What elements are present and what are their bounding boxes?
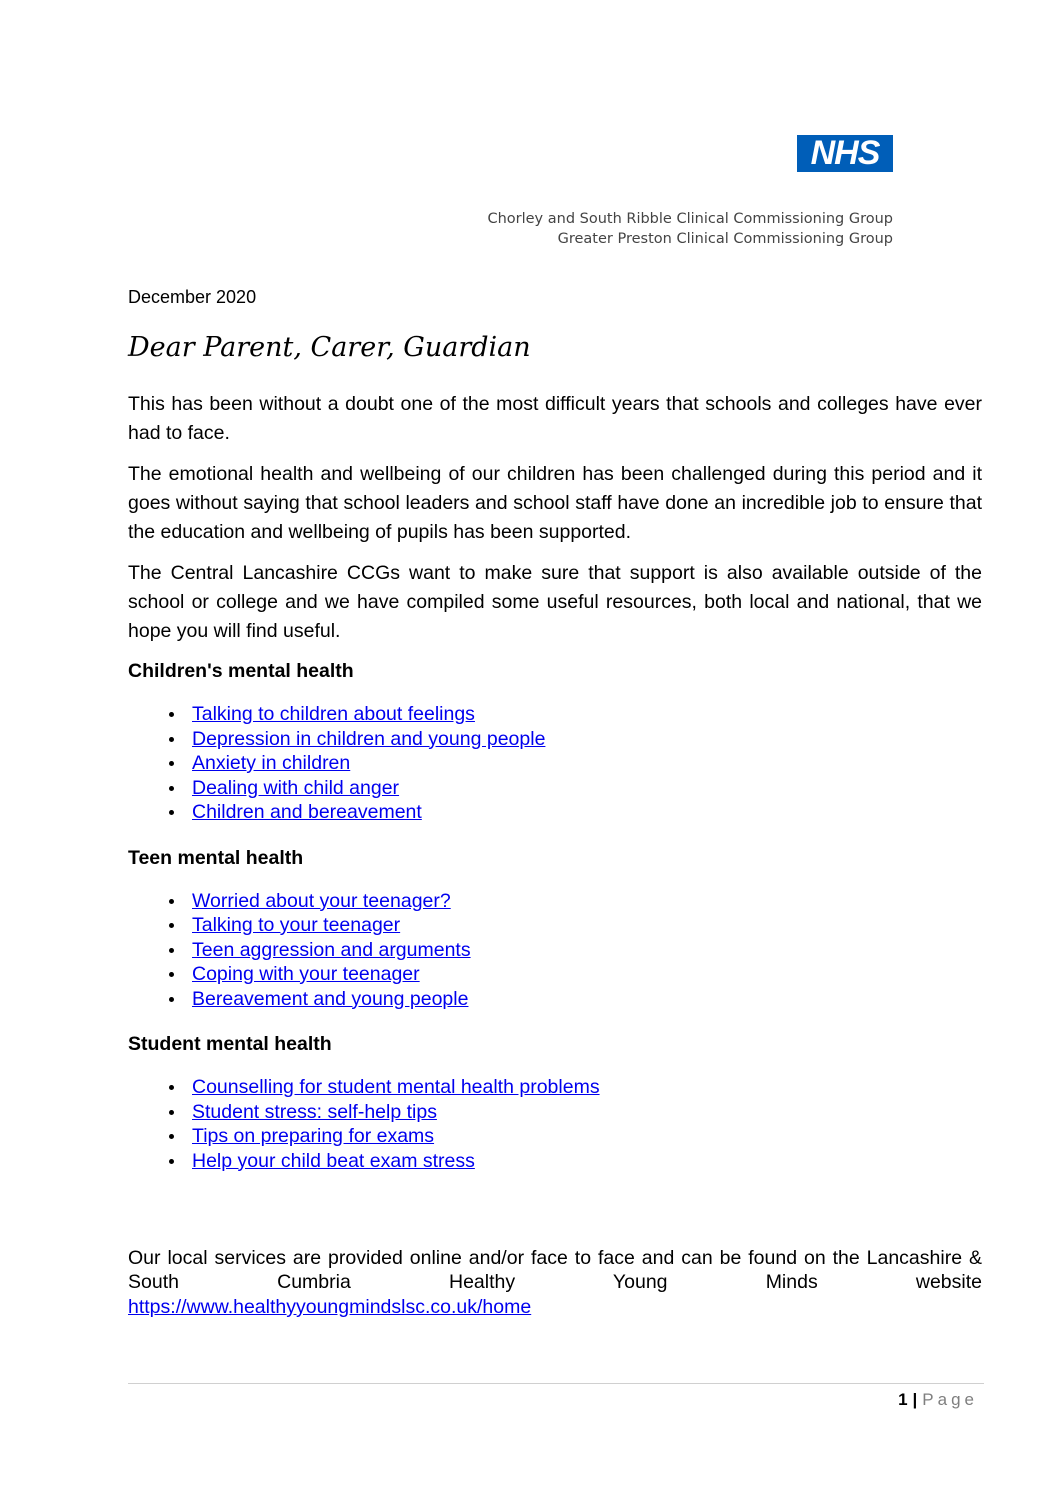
link-bereavement-young-people[interactable]: Bereavement and young people [192,987,469,1010]
bullet-icon [169,1110,174,1115]
bullet-icon [169,972,174,977]
children-links-list [128,702,982,825]
bullet-icon [169,786,174,791]
list-item [128,727,982,752]
page-footer [898,1388,978,1412]
list-item [128,889,982,914]
list-item [128,913,982,938]
bullet-icon [169,1085,174,1090]
section-heading-children: Children's mental health [128,660,354,682]
bullet-icon [169,712,174,717]
link-children-bereavement[interactable]: Children and bereavement [192,801,422,823]
link-depression-children[interactable]: Depression in children and young people [192,727,546,750]
org-line-chorley: Chorley and South Ribble Clinical Commissioning Group [487,211,893,227]
organisation-names [487,209,893,249]
footer-divider [128,1383,984,1384]
link-talking-to-children[interactable]: Talking to children about feelings [192,703,475,725]
bullet-icon [169,997,174,1002]
list-item [128,938,982,963]
list-item [128,776,982,801]
wellbeing-paragraph: The emotional health and wellbeing of our children has been challenged during this period and it goes without saying that school leaders and school staff have done an incredible job to ensure that the education and wellbeing of pupils has been supported. [128,463,982,543]
bullet-icon [169,810,174,815]
link-exam-stress[interactable]: Help your child beat exam stress [192,1149,475,1172]
link-child-anger[interactable]: Dealing with child anger [192,776,400,799]
org-line-preston: Greater Preston Clinical Commissioning Group [557,231,893,247]
section-heading-student: Student mental health [128,1033,332,1055]
link-talking-teenager[interactable]: Talking to your teenager [192,914,401,936]
list-item [128,1100,982,1125]
link-coping-teenager[interactable]: Coping with your teenager [192,963,420,985]
resources-paragraph: The Central Lancashire CCGs want to make sure that support is also available outside of the school or college and we have compiled some useful resources, both local and national, that we hope you will find useful. [128,562,982,642]
healthy-young-minds-link[interactable]: https://www.healthyyoungmindslsc.co.uk/home [128,1296,532,1318]
teen-links-list [128,889,982,1012]
link-student-stress[interactable]: Student stress: self-help tips [192,1100,437,1123]
page-label: Page [922,1390,978,1409]
nhs-logo: NHS [797,135,893,172]
list-item [128,1075,982,1100]
link-worried-teenager[interactable]: Worried about your teenager? [192,889,451,912]
intro-paragraph: This has been without a doubt one of the most difficult years that schools and colleges have ever had to face. [128,393,982,444]
letter-date: December 2020 [128,287,257,307]
bullet-icon [169,1159,174,1164]
student-links-list [128,1075,982,1173]
link-preparing-exams[interactable]: Tips on preparing for exams [192,1125,435,1147]
section-heading-teen: Teen mental health [128,846,304,869]
page-number: 1 [898,1390,909,1409]
bullet-icon [169,899,174,904]
list-item [128,987,982,1012]
list-item [128,1149,982,1174]
list-item [128,962,982,987]
local-services-text: Our local services are provided online and/or face to face and can be found on the Lancashire & South Cumbria Healthy Young Minds website [128,1247,982,1293]
list-item [128,751,982,776]
list-item [128,1124,982,1149]
bullet-icon [169,1134,174,1139]
link-counselling-students[interactable]: Counselling for student mental health problems [192,1076,600,1098]
list-item [128,702,982,727]
salutation: Dear Parent, Carer, Guardian [128,332,531,363]
bullet-icon [169,948,174,953]
link-anxiety-children[interactable]: Anxiety in children [192,752,351,774]
footer-separator: | [912,1390,919,1409]
link-teen-aggression[interactable]: Teen aggression and arguments [192,938,471,961]
list-item [128,800,982,825]
bullet-icon [169,761,174,766]
letter-body [128,390,982,1193]
bullet-icon [169,923,174,928]
bullet-icon [169,737,174,742]
